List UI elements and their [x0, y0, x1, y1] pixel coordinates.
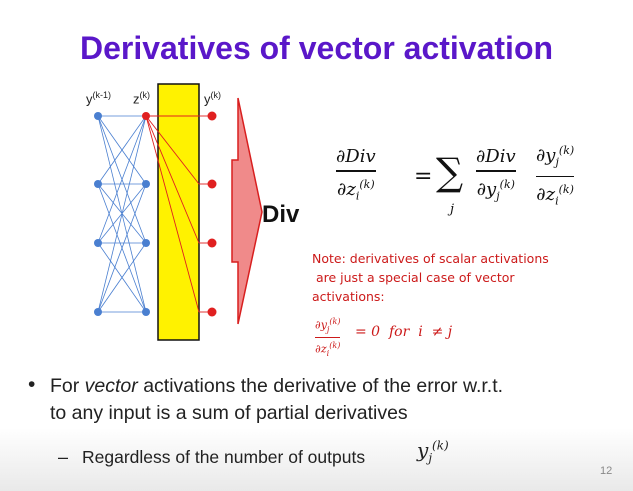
- main-equation: [336, 140, 596, 230]
- neuron-node: [94, 239, 102, 247]
- lhs-fraction: ∂Div $\partial z_i^{(k)}$: [336, 146, 376, 203]
- sub-bullet: Regardless of the number of outputs: [82, 447, 366, 467]
- neuron-node: [94, 308, 102, 316]
- neuron-node: [142, 239, 150, 247]
- neuron-node: [142, 112, 150, 120]
- blue-connections: [98, 116, 146, 312]
- neuron-node: [94, 180, 102, 188]
- output-nodes: [208, 112, 217, 317]
- output-node: [208, 112, 217, 121]
- bullet-dot: •: [28, 373, 36, 396]
- term1-fraction: ∂Div $\partial y_j^{(k)}$: [476, 146, 516, 203]
- big-right-arrow-icon: [232, 98, 262, 324]
- slide-title: Derivatives of vector activation: [79, 30, 554, 66]
- pre-activation-nodes: [142, 112, 150, 316]
- prev-layer-label: $y^{(k-1)}$: [86, 90, 111, 107]
- sub-bullet-dash: –: [58, 447, 69, 467]
- equals-sign: =: [414, 164, 433, 189]
- sum-index: j: [450, 202, 455, 217]
- neuron-node: [142, 180, 150, 188]
- prev-layer-nodes: [94, 112, 102, 316]
- output-node: [208, 239, 217, 248]
- term2-fraction: $\partial y_j^{(k)}$ $\partial z_i^{(k)}$: [536, 144, 575, 208]
- output-node: [208, 180, 217, 189]
- div-label: Div: [262, 201, 300, 228]
- neuron-node: [94, 112, 102, 120]
- sum-symbol: ∑: [436, 150, 464, 194]
- activation-layer-box: [158, 84, 199, 340]
- sub-bullet-variable: $y_j^{(k)}$: [417, 438, 449, 465]
- pre-activation-label: $z^{(k)}$: [133, 90, 150, 107]
- neuron-node: [142, 308, 150, 316]
- output-node: [208, 308, 217, 317]
- page-number: 12: [600, 465, 613, 477]
- main-bullet: For vector activations the derivative of the error w.r.t. to any input is a sum of partial derivatives: [50, 375, 504, 424]
- post-activation-label: $y^{(k)}$: [204, 90, 221, 107]
- note-text: Note: derivatives of scalar activations are just a special case of vector activations:: [312, 251, 549, 304]
